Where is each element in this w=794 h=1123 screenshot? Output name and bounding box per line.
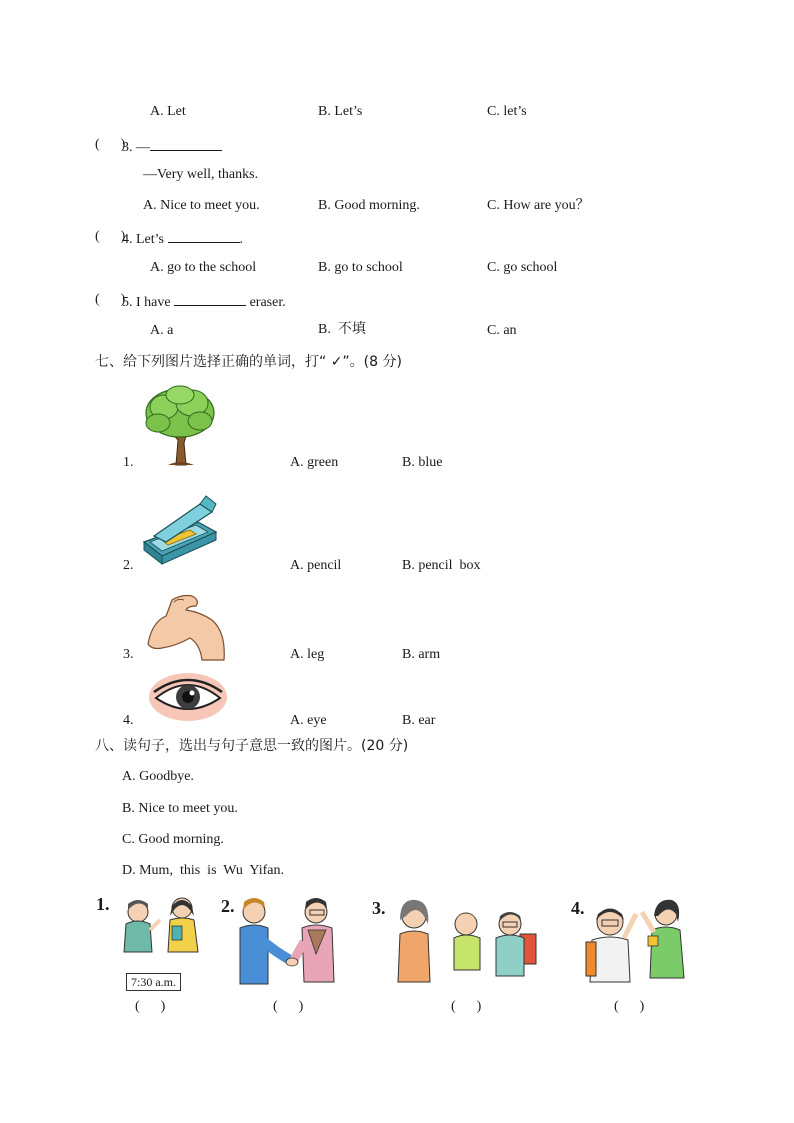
picture4-answer-paren[interactable]: ( ) <box>614 999 645 1014</box>
section7-item4-option-a: A. eye <box>290 713 327 728</box>
picture3-number: 3. <box>372 898 386 918</box>
q5-stem-start: 5. I have <box>122 295 171 310</box>
q2-option-c: C. let’s <box>487 104 527 119</box>
q5-stem <box>122 293 286 310</box>
picture1-number: 1. <box>96 894 110 914</box>
pencil-box-picture <box>140 490 220 570</box>
picture3-answer-paren[interactable]: ( ) <box>451 999 482 1014</box>
section7-item1-option-b: B. blue <box>402 455 443 470</box>
section7-item1-number: 1. <box>123 455 134 470</box>
section8-sentence-c: C. Good morning. <box>122 832 224 847</box>
q5-option-c: C. an <box>487 323 517 338</box>
arm-picture <box>142 592 228 662</box>
q5-option-a: A. a <box>150 323 174 338</box>
tree-picture <box>140 385 220 467</box>
picture3-mum-kids <box>392 894 540 986</box>
q3-option-b: B. Good morning. <box>318 198 420 213</box>
section7-item3-option-b: B. arm <box>402 647 441 662</box>
q4-blank <box>168 230 240 243</box>
q5-option-b: B. 不填 <box>318 322 366 337</box>
section7-item2-number: 2. <box>123 558 134 573</box>
section8-heading: 八、读句子，选出与句子意思一致的图片。(20 分) <box>95 738 409 754</box>
section7-item3-number: 3. <box>123 647 134 662</box>
q2-option-a: A. Let <box>150 104 186 119</box>
section7-item3-option-a: A. leg <box>290 647 325 662</box>
section7-item2-option-b: B. pencil box <box>402 558 481 573</box>
q3-stem <box>122 138 222 155</box>
eye-picture <box>148 672 228 722</box>
section8-sentence-d: D. Mum, this is Wu Yifan. <box>122 863 284 878</box>
picture4-high-five <box>584 892 694 986</box>
q3-reply: —Very well, thanks. <box>143 167 259 182</box>
picture2-number: 2. <box>221 896 235 916</box>
q4-option-b: B. go to school <box>318 260 403 275</box>
section7-heading: 七、给下列图片选择正确的单词，打“ ✓”。(8 分) <box>95 354 402 370</box>
q5-answer-paren: ( ) <box>95 292 126 307</box>
q5-stem-end: eraser. <box>249 295 286 310</box>
section7-item4-number: 4. <box>123 713 134 728</box>
picture2-handshake <box>234 892 358 986</box>
section8-sentence-b: B. Nice to meet you. <box>122 801 238 816</box>
q4-option-a: A. go to the school <box>150 260 257 275</box>
q4-stem-end: . <box>239 232 243 247</box>
q3-option-a: A. Nice to meet you. <box>143 198 260 213</box>
picture4-number: 4. <box>571 898 585 918</box>
q4-stem <box>122 230 243 247</box>
q4-option-c: C. go school <box>487 260 558 275</box>
q4-answer-paren: ( ) <box>95 229 126 244</box>
picture1-boy-girl <box>110 890 210 970</box>
q3-number: 3. — <box>122 140 150 155</box>
q4-stem-start: 4. Let’s <box>122 232 164 247</box>
q5-blank <box>174 293 246 306</box>
picture1-answer-paren[interactable]: ( ) <box>135 999 166 1014</box>
section8-sentence-a: A. Goodbye. <box>122 769 194 784</box>
section7-item1-option-a: A. green <box>290 455 339 470</box>
q3-blank <box>150 138 222 151</box>
q3-option-c: C. How are you？ <box>487 198 590 213</box>
picture2-answer-paren[interactable]: ( ) <box>273 999 304 1014</box>
picture1-clock-label: 7:30 a.m. <box>126 973 181 991</box>
section7-item2-option-a: A. pencil <box>290 558 342 573</box>
q2-option-b: B. Let’s <box>318 104 363 119</box>
section7-item4-option-b: B. ear <box>402 713 436 728</box>
q3-answer-paren: ( ) <box>95 137 126 152</box>
